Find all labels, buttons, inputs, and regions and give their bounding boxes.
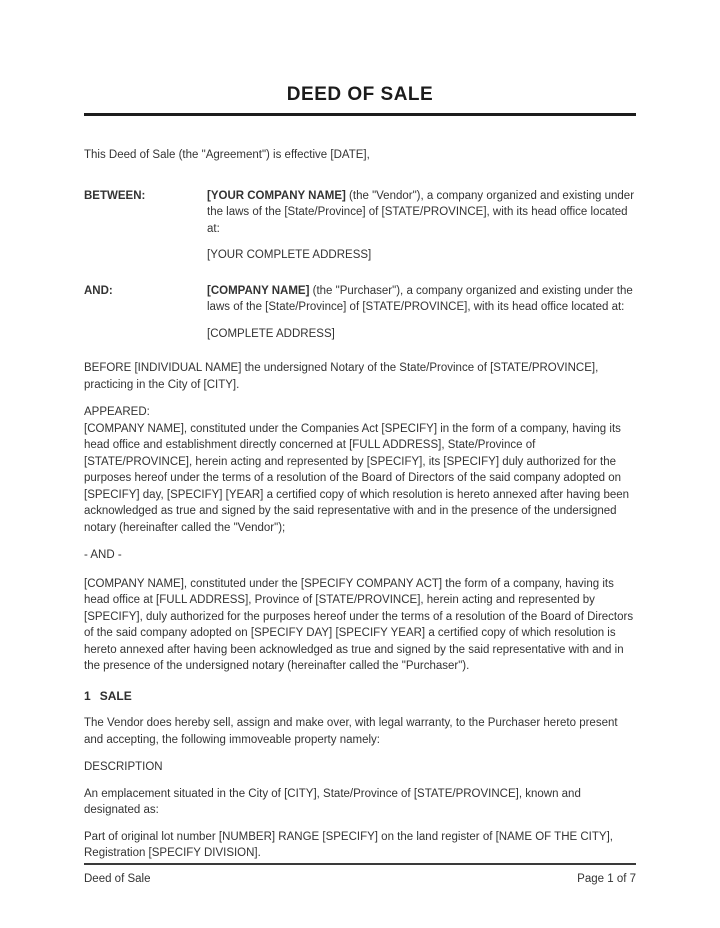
party-and-text: (the "Purchaser"), a company organized and existing under the laws of the [State/Province] of [STATE/PROVINCE], with its head office located at: bbox=[207, 284, 633, 313]
title-rule bbox=[84, 113, 636, 116]
party-and-label: AND: bbox=[84, 284, 113, 297]
intro-paragraph: This Deed of Sale (the "Agreement") is effective [DATE], bbox=[84, 149, 370, 161]
description-paragraph-2: Part of original lot number [NUMBER] RANGE [SPECIFY] on the land register of [NAME OF THE CITY], Registration [SPECIFY DIVISION]. bbox=[84, 830, 613, 859]
party-between-label: BETWEEN: bbox=[84, 189, 146, 202]
sale-paragraph: The Vendor does hereby sell, assign and make over, with legal warranty, to the Purchaser hereto present and accepting, the following immoveable property namely: bbox=[84, 717, 618, 746]
footer-page-number: Page 1 of 7 bbox=[577, 873, 636, 885]
sale-section-title: SALE bbox=[99, 688, 132, 703]
party-and-address: [COMPLETE ADDRESS] bbox=[207, 327, 335, 340]
footer-doc-name: Deed of Sale bbox=[84, 873, 151, 885]
party-and-body bbox=[207, 283, 636, 343]
party-between-name: [YOUR COMPANY NAME] bbox=[207, 189, 346, 202]
page-footer bbox=[84, 863, 636, 888]
party-and bbox=[84, 283, 636, 343]
party-between-body bbox=[207, 188, 636, 264]
description-label: DESCRIPTION bbox=[84, 761, 163, 773]
party-between-description bbox=[207, 188, 636, 238]
party-between-text: (the "Vendor"), a company organized and existing under the laws of the [State/Province] of [STATE/PROVINCE], with its head office located at: bbox=[207, 189, 635, 235]
sale-section-heading bbox=[84, 688, 636, 705]
appeared-label: APPEARED: bbox=[84, 406, 150, 418]
party-and-name: [COMPANY NAME] bbox=[207, 284, 310, 297]
purchaser-paragraph: [COMPANY NAME], constituted under the [SPECIFY COMPANY ACT] the form of a company, having its head office at [FULL ADDRESS], Province of [STATE/PROVINCE], herein acting and represented by [SPECIFY], duly authorized for the purposes hereof under the terms of a resolution of the Board of Directors of the said company adopted on [SPECIFY DAY] [SPECIFY YEAR] a certified copy of which resolution is hereto annexed after having been acknowledged as true and signed by the said representative with and in the presence of the undersigned notary (hereinafter called the "Purchaser"). bbox=[84, 577, 634, 672]
and-separator: - AND - bbox=[84, 549, 122, 561]
party-between-address: [YOUR COMPLETE ADDRESS] bbox=[207, 249, 372, 261]
page-title: DEED OF SALE bbox=[286, 84, 434, 105]
description-paragraph-1: An emplacement situated in the City of [CITY], State/Province of [STATE/PROVINCE], known and designated as: bbox=[84, 787, 581, 816]
notary-paragraph: BEFORE [INDIVIDUAL NAME] the undersigned Notary of the State/Province of [STATE/PROVINCE], practicing in the City of [CITY]. bbox=[84, 362, 599, 391]
document-content bbox=[84, 0, 636, 862]
sale-section-number: 1 bbox=[84, 688, 91, 703]
party-and-description bbox=[207, 283, 636, 316]
party-between bbox=[84, 188, 636, 264]
appeared-paragraph: [COMPANY NAME], constituted under the Companies Act [SPECIFY] in the form of a company, having its head office and establishment directly concerned at [FULL ADDRESS], State/Province of [STATE/PROVINCE], herein acting and represented by [SPECIFY], its [SPECIFY] duly authorized for the purposes hereof under the terms of a resolution of the Board of Directors of the said company adopted on [SPECIFY] day, [SPECIFY] [YEAR] a certified copy of which resolution is hereto annexed after having been acknowledged as true and signed by the said representative with and in the presence of the undersigned notary (hereinafter called the "Vendor"); bbox=[84, 422, 630, 534]
